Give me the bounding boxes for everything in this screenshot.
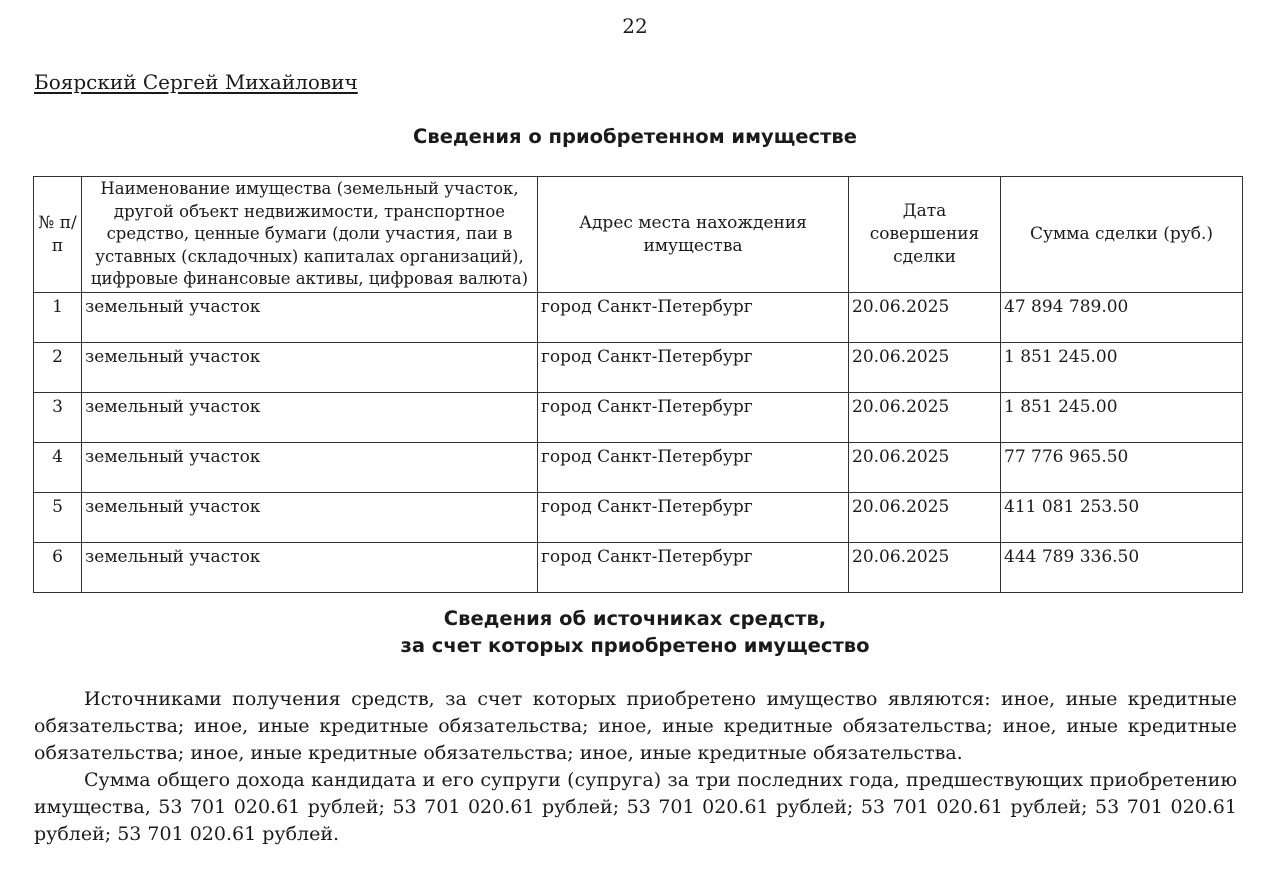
cell-date: 20.06.2025 [849,493,1001,543]
header-sum: Сумма сделки (руб.) [1001,177,1243,293]
paragraph-total-income: Сумма общего дохода кандидата и его супруги (супруга) за три последних года, предшествующих приобретению имущества, 53 701 020.61 рублей; 53 701 020.61 рублей; 53 701 020.61 рублей; 53 701 020.61 рублей; 53 701 020.61 рублей; 53 701 020.61 рублей. [34,769,1237,845]
table-row [34,393,1243,443]
cell-sum: 47 894 789.00 [1001,293,1243,343]
cell-property-name: земельный участок [82,343,538,393]
cell-num: 3 [34,393,82,443]
cell-sum: 1 851 245.00 [1001,393,1243,443]
acquired-property-table [33,176,1243,593]
cell-address: город Санкт-Петербург [538,443,849,493]
cell-address: город Санкт-Петербург [538,393,849,443]
section-title-line-2: за счет которых приобретено имущество [400,634,870,657]
cell-date: 20.06.2025 [849,393,1001,443]
cell-sum: 1 851 245.00 [1001,343,1243,393]
cell-num: 2 [34,343,82,393]
table-row [34,543,1243,593]
cell-date: 20.06.2025 [849,343,1001,393]
header-num: № п/п [34,177,82,293]
table-row [34,293,1243,343]
cell-num: 1 [34,293,82,343]
cell-property-name: земельный участок [82,543,538,593]
table-header-row [34,177,1243,293]
cell-property-name: земельный участок [82,493,538,543]
cell-address: город Санкт-Петербург [538,293,849,343]
cell-property-name: земельный участок [82,393,538,443]
cell-date: 20.06.2025 [849,543,1001,593]
header-property-name: Наименование имущества (земельный участок, другой объект недвижимости, транспортное средство, ценные бумаги (доли участия, паи в уставных (складочных) капиталах организаций), цифровые финансовые активы, цифровая валюта) [82,177,538,293]
cell-num: 4 [34,443,82,493]
cell-sum: 77 776 965.50 [1001,443,1243,493]
cell-address: город Санкт-Петербург [538,343,849,393]
cell-date: 20.06.2025 [849,443,1001,493]
section-title-acquired-property: Сведения о приобретенном имуществе [413,125,857,148]
section-title-funding-sources [0,605,1270,659]
paragraph-funding-sources: Источниками получения средств, за счет которых приобретено имущество являются: иное, иные кредитные обязательства; иное, иные кредитные обязательства; иное, иные кредитные обязательства; иное, иные кредитные обязательства; иное, иные кредитные обязательства; иное, иные кредитные обязательства. [34,688,1237,764]
cell-property-name: земельный участок [82,443,538,493]
cell-num: 6 [34,543,82,593]
page-number: 22 [622,14,648,38]
cell-property-name: земельный участок [82,293,538,343]
table-row [34,343,1243,393]
cell-address: город Санкт-Петербург [538,493,849,543]
header-date: Дата совершения сделки [849,177,1001,293]
section-title-line-1: Сведения об источниках средств, [443,607,827,630]
cell-sum: 411 081 253.50 [1001,493,1243,543]
table-row [34,443,1243,493]
funding-sources-text [34,686,1237,848]
cell-sum: 444 789 336.50 [1001,543,1243,593]
cell-address: город Санкт-Петербург [538,543,849,593]
cell-num: 5 [34,493,82,543]
table-row [34,493,1243,543]
header-address: Адрес места нахождения имущества [538,177,849,293]
person-name: Боярский Сергей Михайлович [34,70,358,94]
cell-date: 20.06.2025 [849,293,1001,343]
